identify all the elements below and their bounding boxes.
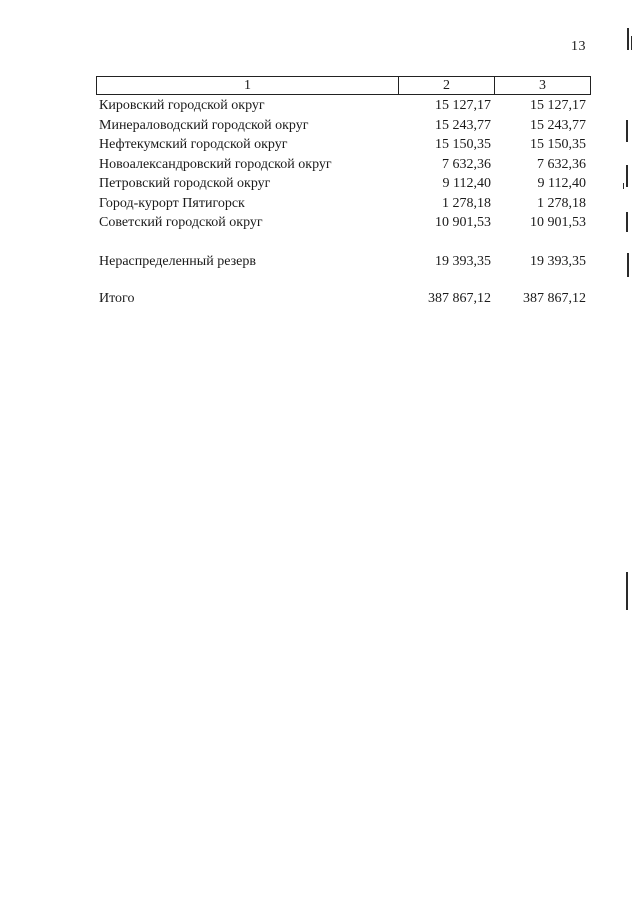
row-name: Петровский городской округ — [99, 176, 271, 191]
reserve-col-3: 19 393,35 — [530, 253, 586, 269]
row-col-2: 1 278,18 — [442, 195, 491, 211]
table-row — [96, 96, 589, 116]
row-col-3: 15 243,77 — [530, 117, 586, 133]
page-number: 13 — [571, 39, 586, 54]
total-name: Итого — [99, 291, 135, 306]
total-col-3: 387 867,12 — [523, 291, 586, 306]
header-col-1: 1 — [97, 77, 399, 95]
scan-artifact — [627, 253, 629, 277]
row-name: Новоалександровский городской округ — [99, 156, 332, 172]
table-row — [96, 135, 589, 155]
scan-artifact — [626, 165, 628, 187]
row-name: Кировский городской округ — [99, 98, 265, 113]
row-col-2: 15 150,35 — [435, 137, 491, 152]
scan-artifact — [626, 120, 628, 142]
table-row — [96, 213, 589, 233]
row-col-2: 7 632,36 — [442, 156, 491, 172]
row-name: Советский городской округ — [99, 215, 263, 230]
scan-artifact — [631, 36, 632, 50]
table-header — [96, 76, 591, 95]
row-col-3: 10 901,53 — [530, 215, 586, 230]
row-col-2: 10 901,53 — [435, 215, 491, 230]
table-row — [96, 155, 589, 175]
header-col-2: 2 — [399, 77, 495, 95]
header-row — [97, 77, 591, 95]
scan-artifact — [626, 572, 628, 610]
table-row — [96, 194, 589, 214]
row-col-3: 1 278,18 — [537, 195, 586, 211]
row-name: Город-курорт Пятигорск — [99, 195, 245, 211]
header-col-3: 3 — [495, 77, 591, 95]
scan-artifact — [626, 212, 628, 232]
row-col-2: 9 112,40 — [442, 176, 491, 191]
table-row — [96, 116, 589, 136]
scan-artifact — [627, 28, 629, 50]
row-col-3: 15 127,17 — [530, 98, 586, 113]
scan-artifact — [623, 183, 624, 189]
row-col-2: 15 243,77 — [435, 117, 491, 133]
reserve-col-2: 19 393,35 — [435, 253, 491, 269]
reserve-name: Нераспределенный резерв — [99, 253, 256, 269]
total-col-2: 387 867,12 — [428, 291, 491, 306]
total-row — [96, 289, 589, 309]
table-row — [96, 174, 589, 194]
row-col-3: 7 632,36 — [537, 156, 586, 172]
row-name: Нефтекумский городской округ — [99, 137, 288, 152]
row-col-3: 15 150,35 — [530, 137, 586, 152]
table-body — [96, 96, 589, 309]
reserve-row — [96, 252, 589, 272]
row-name: Минераловодский городской округ — [99, 117, 309, 133]
row-col-3: 9 112,40 — [537, 176, 586, 191]
row-col-2: 15 127,17 — [435, 98, 491, 113]
